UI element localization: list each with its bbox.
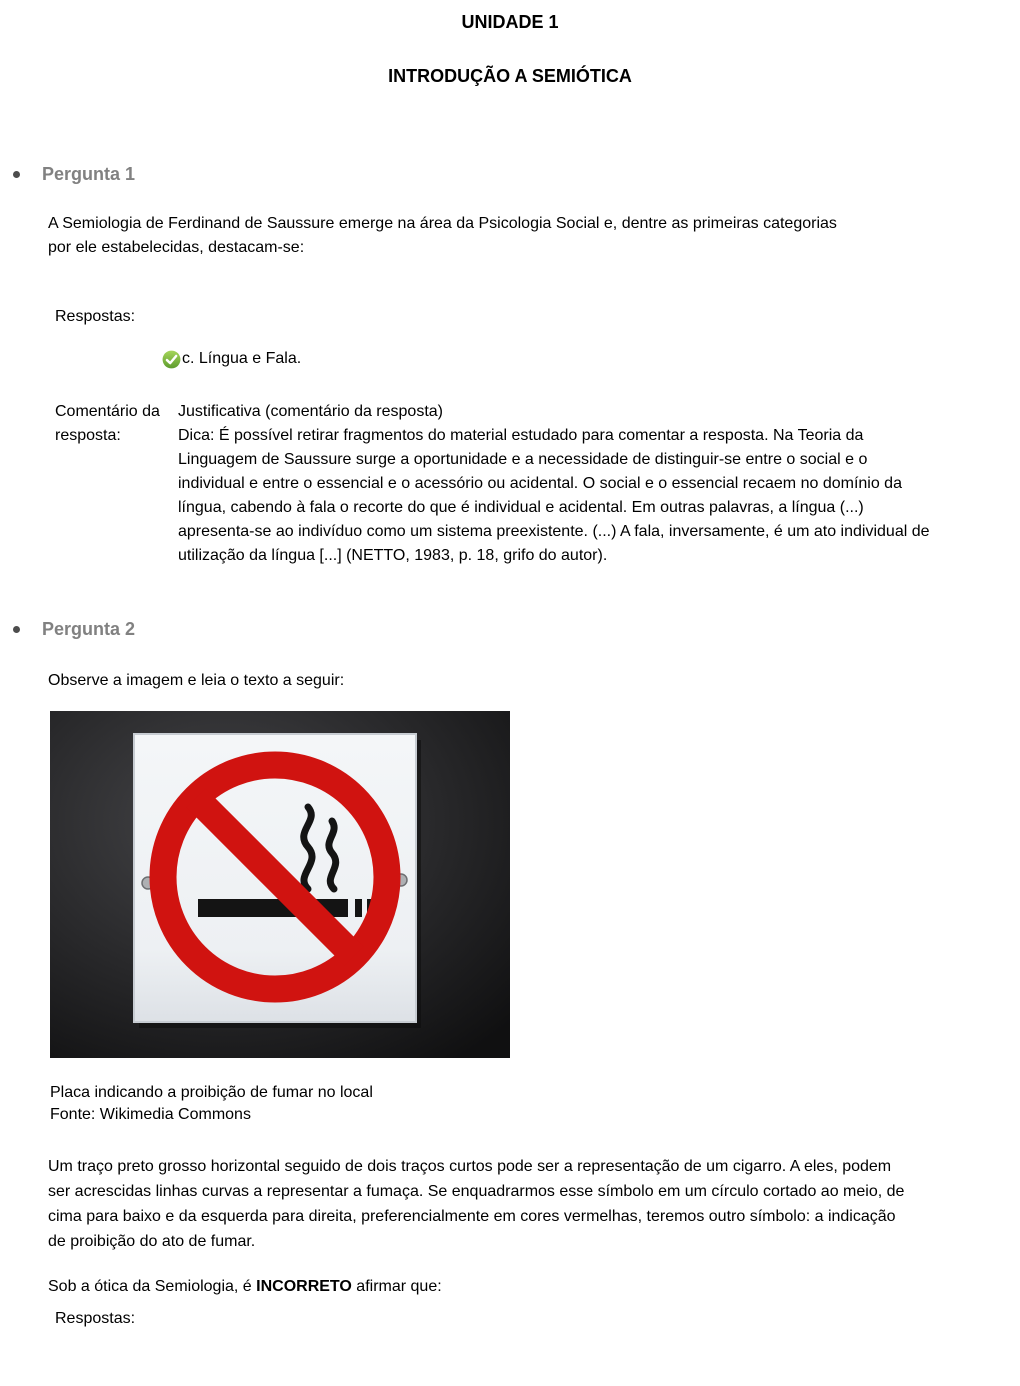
final-question-prefix: Sob a ótica da Semiologia, é — [48, 1278, 257, 1295]
question-2-heading: Pergunta 2 — [42, 619, 136, 639]
final-question-suffix: afirmar que: — [351, 1278, 442, 1295]
document-subtitle: INTRODUÇÃO A SEMIÓTICA — [388, 66, 632, 86]
question-1-section — [0, 164, 1020, 568]
question-2-body: Um traço preto grosso horizontal seguido de dois traços curtos pode ser a representação de um cigarro. A eles, podem ser acrescidas linhas curvas a representar a fumaça. Se enquadrarmos esse símbolo em um círculo cortado ao meio, de cima para baixo e da esquerda para direita, preferencialmente em cores vermelhas, teremos outro símbolo: a indicação de proibição do ato de fumar. — [48, 1158, 905, 1250]
comment-content — [178, 400, 933, 568]
selected-answer-text: c. Língua e Fala. — [182, 350, 302, 367]
no-smoking-sign-photo — [50, 711, 510, 1058]
question-2-final-question — [48, 1275, 1020, 1299]
comment-label: Comentário da resposta: — [55, 403, 160, 444]
question-1-heading: Pergunta 1 — [42, 164, 136, 184]
no-smoking-sign-svg — [50, 711, 510, 1058]
image-caption — [50, 1082, 1020, 1126]
correct-check-icon-svg — [162, 350, 181, 369]
correct-check-icon — [162, 350, 181, 369]
image-caption-line-2: Fonte: Wikimedia Commons — [50, 1106, 251, 1123]
unit-title: UNIDADE 1 — [461, 12, 559, 32]
comment-body: Dica: É possível retirar fragmentos do material estudado para comentar a resposta. Na Teoria da Linguagem de Saussure surge a oportunidade e a necessidade de distinguir-se entre o social e o individual e entre o essencial e o acessório ou acidental. O social e o essencial recaem no domínio da língua, cabendo à fala o recorte do que é individual e acidental. Em outras palavras, a língua (...) apresenta-se ao indivíduo como um sistema preexistente. (...) A fala, inversamente, é um ato individual de utilização da língua [...] (NETTO, 1983, p. 18, grifo do autor). — [178, 427, 930, 564]
question-2-section — [0, 619, 1020, 1331]
list-bullet-icon — [13, 171, 20, 178]
final-question-emphasis: INCORRETO — [256, 1278, 352, 1295]
list-bullet-icon — [13, 626, 20, 633]
answer-comment-block — [55, 400, 1020, 568]
selected-answer-row — [162, 347, 1020, 371]
question-1-heading-row — [13, 164, 1020, 185]
question-2-heading-row — [13, 619, 1020, 640]
question-2-answers-label: Respostas: — [55, 1310, 136, 1327]
question-1-prompt: A Semiologia de Ferdinand de Saussure emerge na área da Psicologia Social e, dentre as primeiras categorias por ele estabelecidas, destacam-se: — [48, 215, 837, 256]
image-caption-line-1: Placa indicando a proibição de fumar no local — [50, 1084, 373, 1101]
question-2-intro: Observe a imagem e leia o texto a seguir: — [48, 672, 345, 689]
question-1-answers-label: Respostas: — [55, 308, 136, 325]
comment-title: Justificativa (comentário da resposta) — [178, 403, 443, 420]
